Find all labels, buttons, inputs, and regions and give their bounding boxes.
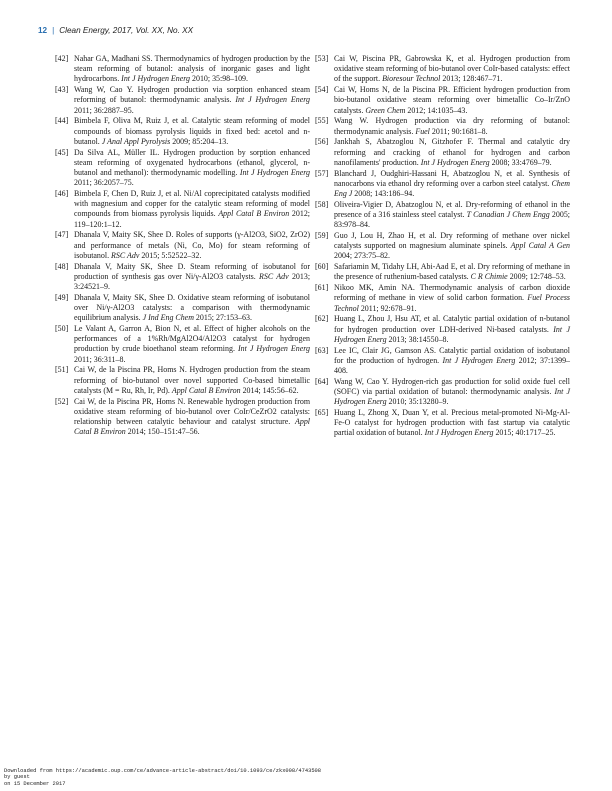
reference-journal: Appl Catal A Gen	[510, 241, 571, 251]
left-reference-column	[55, 54, 310, 438]
reference-journal: Int J Hydrogen Energ	[121, 74, 191, 84]
reference-journal: Int J Hydrogen Energ	[424, 428, 494, 438]
reference-number: [44]	[55, 116, 69, 126]
reference-text: Bimbela F, Chen D, Ruiz J, et al. Ni/Al coprecipitated catalysts modified with magnesium and copper for the catalytic steam reforming of model compounds from biomass pyrolysis liquids.	[74, 189, 310, 219]
reference-journal: Green Chem	[365, 105, 406, 115]
reference-text: Cai W, de la Piscina PR, Homs N. Hydrogen production from the steam reforming of bio-butanol over novel supported Co-based bimetallic catalysts (M = Ru, Rh, Ir, Pd).	[74, 365, 310, 395]
reference-number: [58]	[315, 199, 329, 209]
reference-journal: Appl Catal B Environ	[74, 417, 311, 437]
reference-journal: Int J Hydrogen Energ	[239, 168, 310, 178]
reference-journal: Fuel Process Technol	[334, 293, 571, 313]
reference-item	[55, 397, 310, 438]
reference-citation: 2014; 150–151:47–56.	[127, 427, 200, 437]
reference-journal: Fuel	[415, 126, 430, 136]
reference-text: Da Silva AL, Müller IL. Hydrogen production by sorption enhanced steam reforming of oxygenated hydrocarbons (ethanol, glycerol, n-butanol and methanol): thermodynamic modelling.	[74, 147, 310, 178]
reference-number: [63]	[315, 345, 329, 355]
reference-item	[315, 137, 570, 168]
reference-text: Wang W, Cao Y. Hydrogen-rich gas production for solid oxide fuel cell (SOFC) via partial oxidation of butanol: thermodynamic analysis.	[334, 376, 570, 397]
reference-item	[315, 85, 570, 116]
reference-item	[55, 293, 310, 324]
reference-journal: Appl Catal B Environ	[218, 209, 290, 219]
reference-item	[315, 283, 570, 314]
reference-number: [43]	[55, 85, 69, 95]
reference-text: Dhanala V, Maity SK, Shee D. Steam reforming of isobutanol for production of synthesis gas over Ni/γ-Al2O3 catalysts.	[74, 261, 310, 281]
reference-citation: 2015; 5:52522–32.	[141, 250, 202, 260]
reference-number: [46]	[55, 189, 69, 199]
reference-number: [60]	[315, 262, 329, 272]
reference-item	[55, 85, 310, 116]
reference-item	[55, 262, 310, 293]
reference-item	[55, 365, 310, 396]
reference-text: Jankhah S, Abatzoglou N, Gitzhofer F. Thermal and catalytic dry reforming and cracking of ethanol for hydrogen and carbon nanofilaments' production.	[334, 137, 570, 167]
reference-item	[55, 189, 310, 230]
reference-item	[315, 116, 570, 136]
reference-journal: Int J Hydrogen Energ	[442, 355, 516, 365]
reference-journal: Int J Hydrogen Energ	[420, 157, 490, 167]
reference-journal: Appl Catal B Environ	[171, 385, 241, 395]
reference-number: [65]	[315, 408, 329, 418]
page-number: 12	[38, 26, 48, 35]
reference-text: Safariamin M, Tidahy LH, Abi-Aad E, et al. Dry reforming of methane in the presence of ruthenium-based catalysts.	[334, 262, 570, 282]
reference-number: [62]	[315, 314, 329, 324]
reference-citation: 2008; 33:4769–79.	[491, 157, 552, 167]
reference-text: Bimbela F, Oliva M, Ruiz J, et al. Catalytic steam reforming of model compounds of biomass pyrolysis liquids in fixed bed: acetol and n-butanol.	[74, 116, 310, 146]
download-date-line: on 15 December 2017	[4, 780, 66, 787]
download-url-line: Downloaded from https://academic.oup.com/ce/advance-article-abstract/doi/10.1093/ce/zkx008/4743508	[4, 768, 322, 774]
reference-number: [57]	[315, 168, 329, 178]
reference-number: [47]	[55, 230, 69, 240]
reference-citation: 2014; 145:56–62.	[242, 385, 299, 395]
reference-item	[315, 231, 570, 262]
reference-number: [42]	[55, 54, 69, 63]
running-header	[38, 26, 193, 35]
reference-journal: RSC Adv	[259, 271, 289, 281]
reference-citation: 2008; 143:186–94.	[354, 189, 415, 199]
header-separator: |	[52, 26, 55, 35]
reference-item	[55, 54, 310, 85]
reference-item	[55, 230, 310, 261]
reference-citation: 2015; 27:153–63.	[195, 313, 252, 323]
reference-item	[315, 377, 570, 408]
reference-item	[55, 148, 310, 189]
reference-citation: 2009; 12:748–53.	[509, 272, 566, 282]
reference-citation: 2012; 37:1399–408.	[334, 355, 571, 376]
reference-citation: 2013; 38:14550–8.	[388, 334, 449, 344]
reference-item	[315, 314, 570, 345]
reference-text: Lee IC, Clair JG, Gamson AS. Catalytic partial oxidation of isobutanol for the production of hydrogen.	[334, 345, 570, 365]
reference-number: [55]	[315, 116, 329, 126]
reference-citation: 2005; 83:978–84.	[334, 210, 570, 230]
reference-citation: 2011; 36:2887–95.	[74, 105, 134, 115]
reference-number: [50]	[55, 324, 69, 334]
reference-item	[55, 324, 310, 365]
reference-number: [51]	[55, 365, 69, 375]
reference-citation: 2011; 36:311–8.	[74, 354, 126, 364]
reference-item	[315, 169, 570, 200]
reference-journal: Int J Hydrogen Energ	[334, 387, 571, 407]
reference-text: Huang L, Zhong X, Duan Y, et al. Precious metal-promoted Ni-Mg-Al-Fe-O catalyst for hydrogen production with fast startup via catalytic partial oxidation of butanol.	[334, 408, 570, 438]
reference-text: Cai W, de la Piscina PR, Homs N. Renewable hydrogen production from oxidative steam reforming of bio-butanol over CoIr/CeZrO2 catalysts: relationship between catalytic behaviour and catalyst structure.	[74, 396, 310, 427]
reference-text: Oliveira-Vigier D, Abatzoglou N, et al. Dry-reforming of ethanol in the presence of a 316 stainless steel catalyst.	[334, 199, 570, 220]
reference-item	[315, 262, 570, 282]
reference-text: Guo J, Lou H, Zhao H, et al. Dry reforming of methane over nickel catalysts supported on magnesium aluminate spinels.	[334, 231, 570, 251]
reference-journal: C R Chimie	[470, 272, 508, 282]
download-user-line: by guest	[4, 774, 30, 781]
reference-text: Dhanala V, Maity SK, Shee D. Roles of supports (γ-Al2O3, SiO2, ZrO2) and performance of metals (Ni, Co, Mo) for steam reforming of isobutanol.	[74, 230, 310, 260]
reference-journal: RSC Adv	[111, 250, 140, 260]
reference-text: Wang W, Cao Y. Hydrogen production via sorption enhanced steam reforming of butanol: thermodynamic analysis.	[74, 85, 310, 105]
reference-item	[315, 408, 570, 439]
reference-journal: Int J Hydrogen Energ	[334, 324, 571, 344]
reference-number: [52]	[55, 396, 69, 406]
reference-journal: Bioresour Technol	[382, 74, 441, 84]
reference-journal: J Anal Appl Pyrolysis	[101, 136, 171, 146]
reference-journal: Chem Eng J	[334, 178, 570, 199]
reference-citation: 2009; 85:204–13.	[172, 136, 229, 146]
reference-text: Dhanala V, Maity SK, Shee D. Oxidative steam reforming of isobutanol over Ni/γ-Al2O3 catalysts: a comparison with thermodynamic equilibrium analysis.	[74, 292, 310, 323]
reference-citation: 2013; 3:24521–9.	[74, 271, 311, 292]
journal-citation: Clean Energy, 2017, Vol. XX, No. XX	[59, 26, 194, 35]
reference-number: [59]	[315, 231, 329, 241]
reference-number: [64]	[315, 376, 329, 386]
reference-journal: T Canadian J Chem Engg	[466, 210, 550, 220]
reference-number: [54]	[315, 85, 329, 95]
reference-citation: 2010; 35:98–109.	[192, 74, 249, 84]
reference-citation: 2011; 36:2057–75.	[74, 178, 134, 188]
reference-text: Cai W, Piscina PR, Gabrowska K, et al. Hydrogen production from oxidative steam reforming of bio-butanol over CoIr-based catalysts: effect of the support.	[334, 54, 570, 84]
reference-journal: Int J Hydrogen Energ	[235, 95, 310, 105]
reference-number: [53]	[315, 54, 329, 63]
reference-citation: 2012; 14:1035–43.	[407, 105, 468, 115]
reference-number: [61]	[315, 283, 329, 293]
reference-text: Nikoo MK, Amin NA. Thermodynamic analysis of carbon dioxide reforming of methane in view of solid carbon formation.	[334, 283, 570, 303]
reference-citation: 2004; 273:75–82.	[334, 251, 391, 261]
reference-citation: 2010; 35:13280–9.	[388, 397, 449, 407]
reference-text: Blanchard J, Oudghiri-Hassani H, Abatzoglou N, et al. Synthesis of nanocarbons via ethanol dry reforming over a carbon steel catalyst.	[334, 168, 570, 188]
download-stamp	[4, 768, 321, 787]
reference-text: Cai W, Homs N, de la Piscina PR. Efficient hydrogen production from bio-butanol oxidative steam reforming over bimetallic Co–Ir/ZnO catalysts.	[334, 85, 570, 115]
reference-number: [56]	[315, 137, 329, 147]
reference-text: Le Valant A, Garron A, Bion N, et al. Effect of higher alcohols on the performances of a 1%Rh/MgAl2O4/Al2O3 catalyst for hydrogen production by crude bioethanol steam reforming.	[74, 324, 310, 354]
reference-citation: 2011; 90:1681–8.	[431, 126, 488, 136]
reference-journal: Int J Hydrogen Energ	[237, 344, 311, 354]
reference-journal: J Ind Eng Chem	[142, 313, 194, 323]
reference-text: Huang L, Zhou J, Hsu AT, et al. Catalytic partial oxidation of n-butanol for hydrogen production over LDH-derived Ni-based catalysts.	[334, 314, 570, 334]
right-reference-column	[315, 54, 570, 439]
reference-number: [48]	[55, 261, 69, 271]
reference-citation: 2015; 40:1717–25.	[495, 428, 556, 438]
reference-number: [49]	[55, 292, 69, 302]
reference-text: Wang W. Hydrogen production via dry reforming of butanol: thermodynamic analysis.	[334, 116, 570, 136]
reference-citation: 2012; 119–120:1–12.	[74, 209, 311, 229]
reference-item	[315, 54, 570, 85]
reference-item	[55, 116, 310, 147]
reference-text: Nahar GA, Madhani SS. Thermodynamics of hydrogen production by the steam reforming of butanol: analysis of inorganic gases and light hydrocarbons.	[74, 54, 310, 84]
reference-item	[315, 200, 570, 231]
reference-number: [45]	[55, 147, 69, 157]
reference-citation: 2011; 92:678–91.	[360, 303, 417, 313]
reference-citation: 2013; 128:467–71.	[442, 74, 503, 84]
reference-item	[315, 346, 570, 377]
